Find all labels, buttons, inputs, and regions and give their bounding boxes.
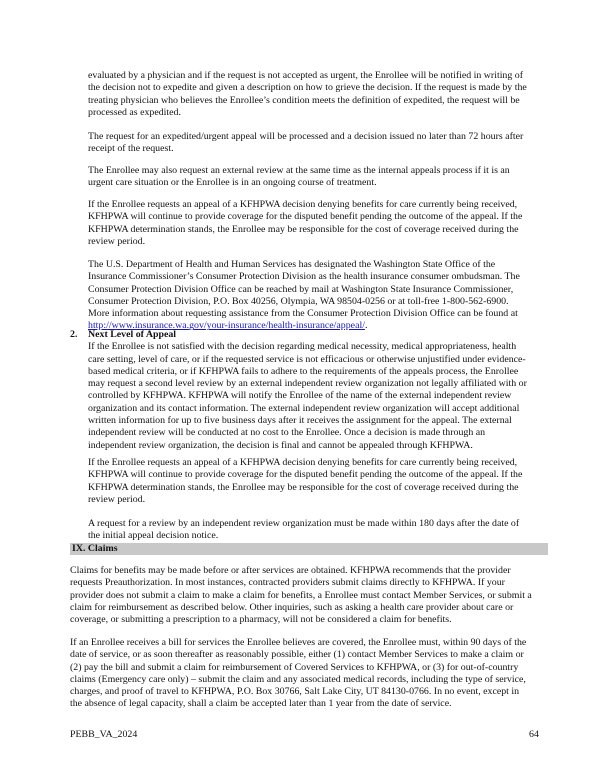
ombudsman-text bbox=[88, 259, 558, 320]
text-line: organization and its contact information. The external independent review organization will accept additional bbox=[88, 402, 520, 414]
text-line: urgent care situation or the Enrollee is in an ongoing course of treatment. bbox=[88, 177, 377, 189]
text-line: If the Enrollee is not satisfied with the decision regarding medical necessity, medical appropriateness, health bbox=[88, 341, 517, 353]
text-line: written information for up to five business days after it receives the assignment for the appeal. The external bbox=[88, 415, 512, 427]
paragraph-72-hours bbox=[88, 131, 558, 156]
text-line: The Enrollee may also request an external review at the same time as the internal appeals process if it is an bbox=[88, 165, 510, 176]
text-line: may request a second level review by an external independent review organization not legally affiliated with or bbox=[88, 378, 527, 390]
text-line: KFHPWA determination stands, the Enrollee may be responsible for the cost of coverage received during the bbox=[88, 223, 519, 235]
text-line: Claims for benefits may be made before or after services are obtained. KFHPWA recommends that the provider bbox=[70, 565, 511, 576]
text-line: KFHPWA will continue to provide coverage for the disputed benefit pending the outcome of the appeal. If the bbox=[88, 211, 523, 223]
paragraph-external-review bbox=[88, 165, 558, 190]
text-line: A request for a review by an independent review organization must be made within 180 days after the date of bbox=[88, 518, 520, 529]
paragraph-continued-coverage-2 bbox=[88, 457, 558, 506]
text-line: the decision not to expedite and given a description on how to grieve the decision. If the request is made by the bbox=[88, 82, 527, 94]
text-line: care setting, level of care, or if the requested service is not efficacious or otherwise unjustified under evidence- bbox=[88, 353, 526, 365]
link-suffix: . bbox=[364, 320, 368, 332]
paragraph-claims-bill bbox=[70, 637, 550, 711]
text-line: The request for an expedited/urgent appeal will be processed and a decision issued no later than 72 hours after bbox=[88, 131, 524, 142]
text-line: Consumer Protection Division, P.O. Box 40256, Olympia, WA 98504-0256 or at toll-free 1-800-562-6900. bbox=[88, 295, 509, 307]
paragraph-expedited-evaluation bbox=[88, 70, 558, 119]
text-line: treating physician who believes the Enrollee’s condition meets the definition of expedited, the request will be bbox=[88, 94, 520, 106]
text-line: The U.S. Department of Health and Human Services has designated the Washington State Office of the bbox=[88, 259, 496, 270]
paragraph-ombudsman bbox=[88, 259, 558, 333]
text-line: claim for reimbursement as described below. Other inquiries, such as asking a health care provider about care or bbox=[70, 601, 514, 613]
item-heading: Next Level of Appeal bbox=[88, 329, 177, 340]
text-line: the absence of legal capacity, shall a claim be accepted later than 1 year from the date of service. bbox=[70, 698, 452, 710]
text-line: based medical criteria, or if KFHPWA fails to adhere to the requirements of the appeals process, the Enrollee bbox=[88, 365, 519, 377]
text-line: If the Enrollee requests an appeal of a KFHPWA decision denying benefits for care currently being received, bbox=[88, 457, 518, 468]
text-line: independent review will be conducted at no cost to the Enrollee. Once a decision is made through an bbox=[88, 427, 486, 439]
text-line: date of service, or as soon thereafter as reasonably possible, either (1) contact Member Services to make a claim or bbox=[70, 649, 524, 661]
text-line: processed as expedited. bbox=[88, 106, 181, 118]
text-line: KFHPWA will continue to provide coverage for the disputed benefit pending the outcome of the appeal. If the bbox=[88, 469, 523, 481]
list-number: 2. bbox=[70, 329, 78, 340]
text-line: Insurance Commissioner’s Consumer Protection Division as the health insurance consumer ombudsman. The bbox=[88, 271, 520, 283]
footer-doc-id: PEBB_VA_2024 bbox=[70, 729, 138, 740]
paragraph-continued-coverage bbox=[88, 199, 558, 248]
text-line: review period. bbox=[88, 235, 146, 247]
text-line: independent review organization, the decision is final and cannot be appealed through KFHPWA. bbox=[88, 439, 473, 451]
text-line: (2) pay the bill and submit a claim for reimbursement of Covered Services to KFHPWA, or (3) for out-of-country bbox=[70, 661, 519, 673]
text-line: charges, and proof of travel to KFHPWA, P.O. Box 30766, Salt Lake City, UT 84130-0766. In no event, except in bbox=[70, 686, 520, 698]
next-level-of-appeal bbox=[88, 329, 558, 452]
section-heading-claims: IX. Claims bbox=[70, 543, 548, 555]
text-line: coverage, or submitting a prescription to a pharmacy, will not be considered a claim for benefits. bbox=[70, 614, 452, 626]
paragraph-claims-intro bbox=[70, 565, 550, 626]
text-line: receipt of the request. bbox=[88, 143, 174, 155]
text-line: If an Enrollee receives a bill for services the Enrollee believes are covered, the Enrollee must, within 90 days of the bbox=[70, 637, 527, 648]
text-line: If the Enrollee requests an appeal of a KFHPWA decision denying benefits for care currently being received, bbox=[88, 199, 518, 210]
text-line: evaluated by a physician and if the request is not accepted as urgent, the Enrollee will be notified in writing of bbox=[88, 70, 524, 81]
text-line: requests Preauthorization. In most instances, contracted providers submit claims directly to KFHPWA. If your bbox=[70, 577, 505, 589]
text-line: claims (Emergency care only) – submit the claim and any associated medical records, including the type of service, bbox=[70, 673, 526, 685]
text-line: review period. bbox=[88, 493, 146, 505]
text-line: KFHPWA determination stands, the Enrollee may be responsible for the cost of coverage received during the bbox=[88, 481, 519, 493]
next-level-text bbox=[88, 341, 558, 452]
text-line: More information about requesting assistance from the Consumer Protection Division Office can be found at bbox=[88, 308, 518, 320]
ombudsman-appeal-link[interactable]: http://www.insurance.wa.gov/your-insurance/health-insurance/appeal/ bbox=[88, 320, 365, 332]
text-line: provider does not submit a claim to make a claim for benefits, a Enrollee must contact Member Services, or submit a bbox=[70, 589, 532, 601]
text-line: the initial appeal decision notice. bbox=[88, 530, 219, 542]
footer-page-number: 64 bbox=[529, 729, 539, 740]
text-line: Consumer Protection Division Office can be reached by mail at Washington State Insurance Commissioner, bbox=[88, 283, 514, 295]
text-line: controlled by KFHPWA. KFHPWA will notify the Enrollee of the name of the external independent review bbox=[88, 390, 512, 402]
paragraph-180-days bbox=[88, 518, 558, 543]
